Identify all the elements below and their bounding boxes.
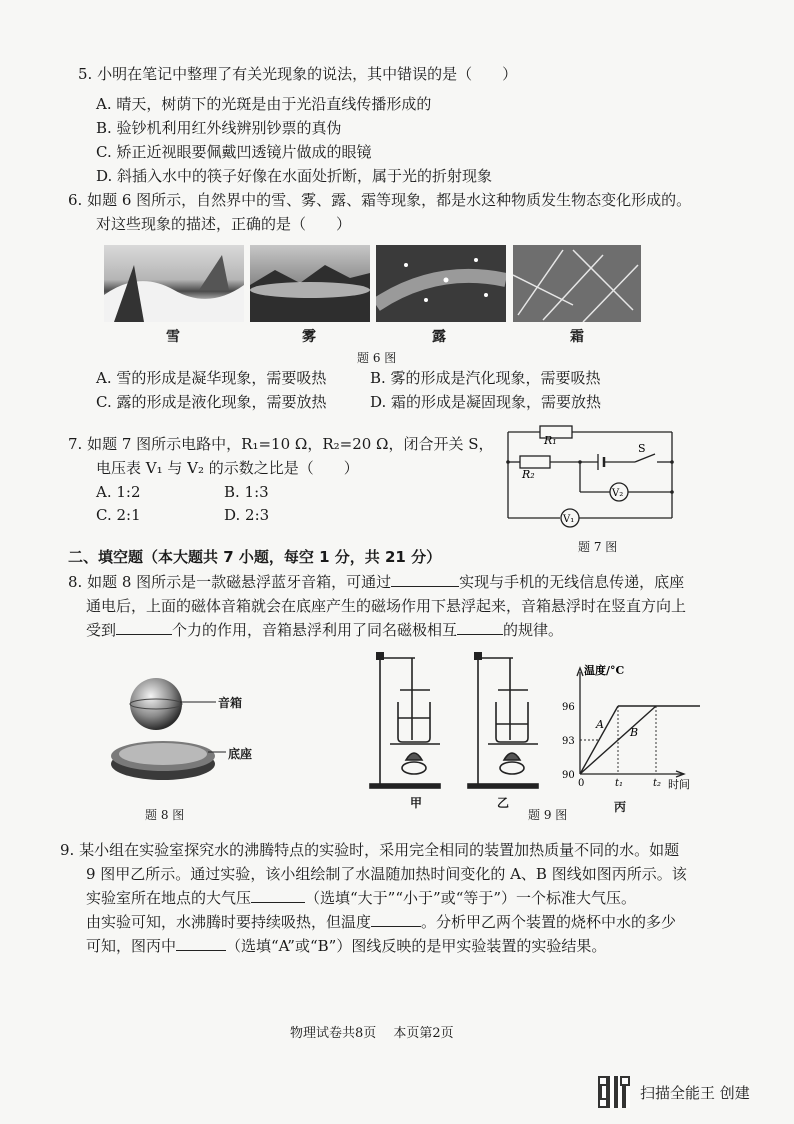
scanner-watermark: 扫描全能王 创建 [640, 1084, 750, 1102]
chart-y-tick: 93 [562, 736, 575, 747]
q5-option-c: C. 矫正近视眼要佩戴凹透镜片做成的眼镜 [96, 143, 372, 161]
q8-line3: 受到 个力的作用，音箱悬浮利用了同名磁极相互 的规律。 [86, 621, 564, 639]
chart-x-tick: t₁ [615, 778, 624, 789]
qr-code-icon [598, 1076, 630, 1108]
q5-option-b: B. 验钞机利用红外线辨别钞票的真伪 [96, 119, 342, 137]
q8-line2: 通电后，上面的磁体音箱就会在底座产生的磁场作用下悬浮起来，音箱悬浮时在竖直方向上 [86, 597, 687, 615]
q6-stem-line1: 6. 如题 6 图所示，自然界中的雪、雾、露、霜等现象，都是水这种物质发生物态变化形成的。 [68, 191, 692, 209]
label-speaker: 音箱 [218, 696, 243, 710]
chart-series-label-B: B [630, 726, 639, 739]
q7-stem-line1: 7. 如题 7 图所示电路中，R₁=10 Ω，R₂=20 Ω，闭合开关 S， [68, 435, 494, 453]
snow-photo [104, 245, 244, 322]
chart-x-tick: t₂ [653, 778, 662, 789]
photo-label-dew: 露 [432, 329, 446, 345]
fig9-caption: 题 9 图 [528, 808, 568, 822]
q7-option-a: A. 1:2 [96, 483, 141, 501]
label-v2: V₂ [612, 488, 624, 499]
fig7-caption: 题 7 图 [578, 540, 618, 554]
chart-series-label-A: A [596, 718, 604, 731]
q6-option-d: D. 霜的形成是凝固现象，需要放热 [370, 393, 602, 411]
boiling-apparatus-figure [360, 650, 560, 790]
chart-ylabel: 温度/°C [584, 664, 625, 677]
dew-photo [376, 245, 506, 322]
q7-option-c: C. 2:1 [96, 506, 141, 524]
section-title-fill-in: 二、填空题（本大题共 7 小题，每空 1 分，共 21 分） [68, 548, 442, 566]
speaker-sphere [130, 678, 182, 730]
q8-line1: 8. 如题 8 图所示是一款磁悬浮蓝牙音箱，可通过 实现与手机的无线信息传递，底座 [68, 573, 685, 591]
chart-y-tick: 90 [562, 770, 575, 781]
q9-line2: 9 图甲乙所示。通过实验，该小组绘制了水温随加热时间变化的 A、B 图线如图丙所示。该 [86, 865, 687, 883]
photo-label-frost: 霜 [570, 329, 584, 345]
fog-photo [250, 245, 370, 322]
q9-line4: 由实验可知，水沸腾时要持续吸热，但温度 。分析甲乙两个装置的烧杯中水的多少 [86, 913, 677, 931]
q9-blank-1[interactable] [251, 888, 305, 903]
q6-option-b: B. 雾的形成是汽化现象，需要吸热 [370, 369, 601, 387]
fig6-caption: 题 6 图 [357, 351, 397, 365]
q6-stem-line2: 对这些现象的描述，正确的是（ ） [96, 215, 352, 233]
temperature-time-chart [560, 662, 700, 792]
q7-option-b: B. 1:3 [224, 483, 269, 501]
q9-line3: 实验室所在地点的大气压 （选填“大于”“小于”或“等于”）一个标准大气压。 [86, 889, 637, 907]
page-footer: 物理试卷共8页 本页第2页 [290, 1026, 454, 1041]
chart-y-tick: 96 [562, 702, 575, 713]
q8-blank-1[interactable] [391, 572, 459, 587]
photo-label-snow: 雪 [166, 329, 180, 345]
q5-stem: 5. 小明在笔记中整理了有关光现象的说法，其中错误的是（ ） [78, 65, 518, 83]
q8-blank-3[interactable] [457, 620, 503, 635]
frost-photo [513, 245, 641, 322]
q7-stem-line2: 电压表 V₁ 与 V₂ 的示数之比是（ ） [96, 459, 359, 477]
resistor-r2 [520, 456, 550, 468]
q9-line1: 9. 某小组在实验室探究水的沸腾特点的实验时，采用完全相同的装置加热质量不同的水。如题 [60, 841, 680, 859]
q7-option-d: D. 2:3 [224, 506, 270, 524]
label-base: 底座 [228, 747, 253, 761]
q9-blank-3[interactable] [176, 936, 226, 951]
q6-option-c: C. 露的形成是液化现象，需要放热 [96, 393, 327, 411]
q9-blank-2[interactable] [371, 912, 421, 927]
circuit-diagram [500, 422, 680, 532]
label-v1: V₁ [563, 514, 575, 525]
q8-blank-2[interactable] [116, 620, 172, 635]
q6-option-a: A. 雪的形成是凝华现象，需要吸热 [96, 369, 327, 387]
q9-line5: 可知，图丙中 （选填“A”或“B”）图线反映的是甲实验装置的实验结果。 [86, 937, 607, 955]
chart-x-tick: 0 [578, 778, 585, 789]
label-r1: R₁ [544, 434, 557, 447]
chart-xlabel: 时间 [668, 778, 690, 791]
label-jia: 甲 [410, 796, 423, 810]
label-bing: 丙 [614, 800, 627, 814]
label-r2: R₂ [522, 468, 535, 481]
fig8-caption: 题 8 图 [145, 808, 185, 822]
q5-option-a: A. 晴天，树荫下的光斑是由于光沿直线传播形成的 [96, 95, 432, 113]
label-s: S [638, 442, 646, 455]
photo-label-fog: 雾 [302, 329, 316, 345]
label-yi: 乙 [497, 796, 510, 810]
q5-option-d: D. 斜插入水中的筷子好像在水面处折断，属于光的折射现象 [96, 167, 493, 185]
maglev-speaker-figure [108, 672, 298, 792]
